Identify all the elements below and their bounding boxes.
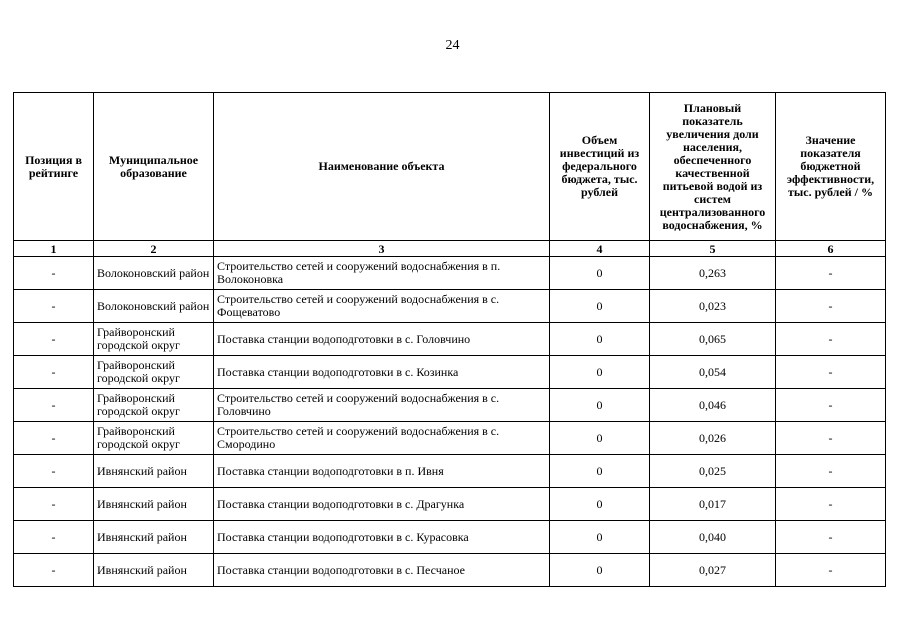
object-cell: Поставка станции водоподготовки в с. Драгунка bbox=[214, 488, 550, 521]
efficiency-cell: - bbox=[776, 257, 886, 290]
table-row bbox=[14, 422, 886, 455]
efficiency-cell: - bbox=[776, 323, 886, 356]
rank-cell: - bbox=[14, 356, 94, 389]
page-number: 24 bbox=[445, 38, 460, 53]
table-row bbox=[14, 257, 886, 290]
table-row bbox=[14, 323, 886, 356]
share-cell: 0,025 bbox=[650, 455, 776, 488]
investment-cell: 0 bbox=[550, 521, 650, 554]
municipality-cell: Грайворонский городской округ bbox=[94, 389, 214, 422]
efficiency-cell: - bbox=[776, 521, 886, 554]
municipality-cell: Волоконовский район bbox=[94, 257, 214, 290]
share-cell: 0,023 bbox=[650, 290, 776, 323]
column-number: 5 bbox=[650, 241, 776, 257]
share-cell: 0,065 bbox=[650, 323, 776, 356]
share-cell: 0,054 bbox=[650, 356, 776, 389]
header-object: Наименование объекта bbox=[214, 93, 550, 241]
table-row bbox=[14, 521, 886, 554]
rank-cell: - bbox=[14, 389, 94, 422]
object-cell: Строительство сетей и сооружений водоснабжения в с. Смородино bbox=[214, 422, 550, 455]
share-cell: 0,040 bbox=[650, 521, 776, 554]
column-number: 6 bbox=[776, 241, 886, 257]
investment-cell: 0 bbox=[550, 554, 650, 587]
investment-cell: 0 bbox=[550, 257, 650, 290]
column-number: 4 bbox=[550, 241, 650, 257]
investment-cell: 0 bbox=[550, 422, 650, 455]
column-number: 2 bbox=[94, 241, 214, 257]
table-row bbox=[14, 290, 886, 323]
share-cell: 0,017 bbox=[650, 488, 776, 521]
investment-cell: 0 bbox=[550, 356, 650, 389]
share-cell: 0,027 bbox=[650, 554, 776, 587]
investment-cell: 0 bbox=[550, 389, 650, 422]
object-cell: Строительство сетей и сооружений водоснабжения в п. Волоконовка bbox=[214, 257, 550, 290]
efficiency-cell: - bbox=[776, 290, 886, 323]
investment-cell: 0 bbox=[550, 488, 650, 521]
rank-cell: - bbox=[14, 257, 94, 290]
municipality-cell: Волоконовский район bbox=[94, 290, 214, 323]
header-share: Плановый показатель увеличения доли населения, обеспеченного качественной питьевой водой из систем централизованного водоснабжения, % bbox=[650, 93, 776, 241]
municipality-cell: Грайворонский городской округ bbox=[94, 356, 214, 389]
object-cell: Строительство сетей и сооружений водоснабжения в с. Головчино bbox=[214, 389, 550, 422]
header-rank: Позиция в рейтинге bbox=[14, 93, 94, 241]
table-row bbox=[14, 356, 886, 389]
table-row bbox=[14, 554, 886, 587]
object-cell: Поставка станции водоподготовки в п. Ивня bbox=[214, 455, 550, 488]
efficiency-cell: - bbox=[776, 389, 886, 422]
rank-cell: - bbox=[14, 488, 94, 521]
municipality-cell: Грайворонский городской округ bbox=[94, 323, 214, 356]
investment-cell: 0 bbox=[550, 323, 650, 356]
table-row bbox=[14, 389, 886, 422]
header-efficiency: Значение показателя бюджетной эффективности, тыс. рублей / % bbox=[776, 93, 886, 241]
object-cell: Поставка станции водоподготовки в с. Головчино bbox=[214, 323, 550, 356]
efficiency-cell: - bbox=[776, 356, 886, 389]
share-cell: 0,026 bbox=[650, 422, 776, 455]
municipality-cell: Ивнянский район bbox=[94, 455, 214, 488]
investment-cell: 0 bbox=[550, 290, 650, 323]
table-row bbox=[14, 488, 886, 521]
efficiency-cell: - bbox=[776, 422, 886, 455]
header-row bbox=[14, 93, 886, 241]
column-number: 3 bbox=[214, 241, 550, 257]
efficiency-cell: - bbox=[776, 554, 886, 587]
municipality-cell: Ивнянский район bbox=[94, 521, 214, 554]
object-cell: Строительство сетей и сооружений водоснабжения в с. Фощеватово bbox=[214, 290, 550, 323]
object-cell: Поставка станции водоподготовки в с. Песчаное bbox=[214, 554, 550, 587]
efficiency-cell: - bbox=[776, 488, 886, 521]
municipality-cell: Ивнянский район bbox=[94, 554, 214, 587]
column-number-row bbox=[14, 241, 886, 257]
rank-cell: - bbox=[14, 554, 94, 587]
share-cell: 0,046 bbox=[650, 389, 776, 422]
investment-cell: 0 bbox=[550, 455, 650, 488]
header-municipality: Муниципальное образование bbox=[94, 93, 214, 241]
municipality-cell: Грайворонский городской округ bbox=[94, 422, 214, 455]
efficiency-cell: - bbox=[776, 455, 886, 488]
rank-cell: - bbox=[14, 521, 94, 554]
rank-cell: - bbox=[14, 323, 94, 356]
table-row bbox=[14, 455, 886, 488]
rank-cell: - bbox=[14, 455, 94, 488]
share-cell: 0,263 bbox=[650, 257, 776, 290]
municipality-cell: Ивнянский район bbox=[94, 488, 214, 521]
object-cell: Поставка станции водоподготовки в с. Козинка bbox=[214, 356, 550, 389]
column-number: 1 bbox=[14, 241, 94, 257]
object-cell: Поставка станции водоподготовки в с. Курасовка bbox=[214, 521, 550, 554]
rank-cell: - bbox=[14, 290, 94, 323]
header-investment: Объем инвестиций из федерального бюджета, тыс. рублей bbox=[550, 93, 650, 241]
rank-cell: - bbox=[14, 422, 94, 455]
investment-table bbox=[13, 92, 886, 587]
